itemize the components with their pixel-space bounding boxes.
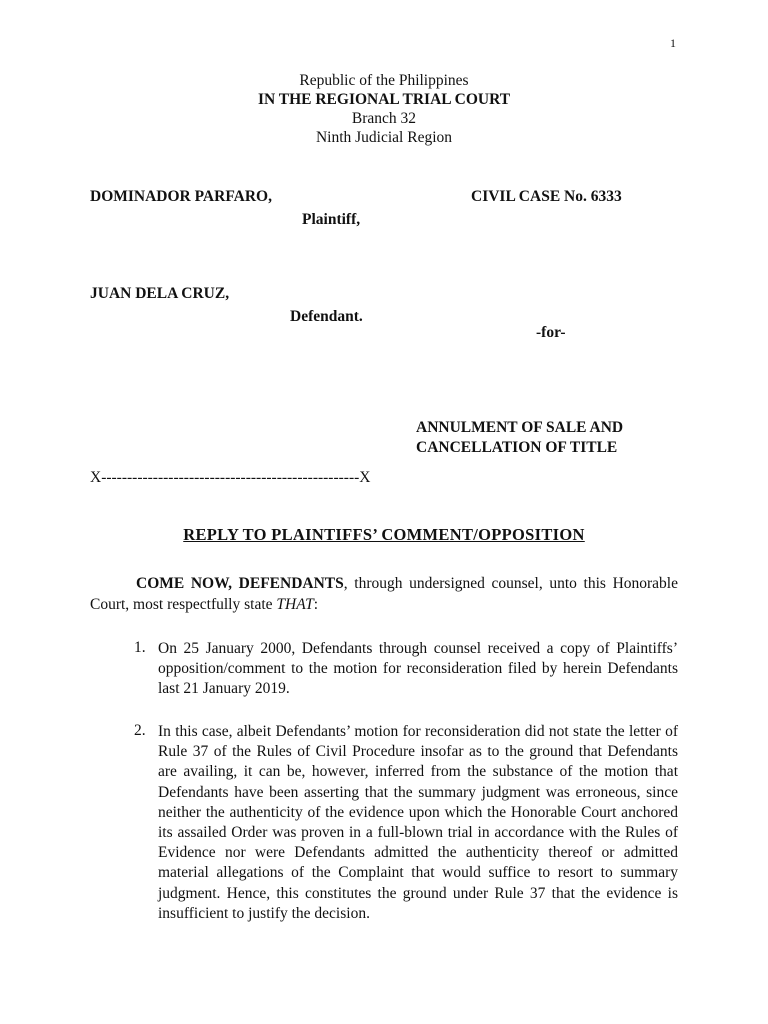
page-number: 1 <box>670 36 676 50</box>
intro-text: , through undersigned counsel, unto this Honorable Court, most respectfully state <box>90 575 678 613</box>
case-number: CIVIL CASE No. 6333 <box>471 188 622 205</box>
heading-region: Ninth Judicial Region <box>315 129 453 146</box>
caption-separator: X--------------------------------------------------X <box>90 469 371 486</box>
intro-lead: COME NOW, DEFENDANTS <box>136 575 344 592</box>
item-1-text: On 25 January 2000, Defendants through counsel received a copy of Plaintiffs’ opposition/comment to the motion for reconsideration filed by herein Defendants last 21 January 2019. <box>158 640 678 698</box>
intro-end: : <box>313 596 319 613</box>
intro-that: THAT <box>276 596 314 613</box>
item-1-number: 1. <box>134 639 146 656</box>
item-2-number: 2. <box>134 722 146 739</box>
defendant-role: Defendant. <box>290 308 363 325</box>
action-line-2: CANCELLATION OF TITLE <box>416 439 618 456</box>
plaintiff-role: Plaintiff, <box>302 211 361 228</box>
plaintiff-name: DOMINADOR PARFARO, <box>90 188 272 205</box>
heading-republic: Republic of the Philippines <box>299 72 469 89</box>
document-title: REPLY TO PLAINTIFFS’ COMMENT/OPPOSITION <box>183 525 585 544</box>
court-heading <box>0 71 768 147</box>
defendant-name: JUAN DELA CRUZ, <box>90 285 230 302</box>
heading-court: IN THE REGIONAL TRIAL COURT <box>257 91 511 108</box>
for-label: -for- <box>536 324 566 341</box>
heading-branch: Branch 32 <box>351 110 417 127</box>
intro-paragraph <box>90 573 678 615</box>
item-2-text: In this case, albeit Defendants’ motion for reconsideration did not state the letter of Rule 37 of the Rules of Civil Procedure insofar as to the ground that Defendants are availing, it can be, however, inferred from the substance of the motion that Defendants have been asserting that the summary judgment was erroneous, since neither the authenticity of the evidence upon which the Honorable Court anchored its assailed Order was proven in a full-blown trial in accordance with the Rules of Evidence nor were Defendants admitted the authenticity thereof or admitted material allegations of the Complaint that would suffice to resort to summary judgment. Hence, this constitutes the ground under Rule 37 that the evidence is insufficient to justify the decision. <box>158 723 678 922</box>
action-line-1: ANNULMENT OF SALE AND <box>416 419 624 436</box>
